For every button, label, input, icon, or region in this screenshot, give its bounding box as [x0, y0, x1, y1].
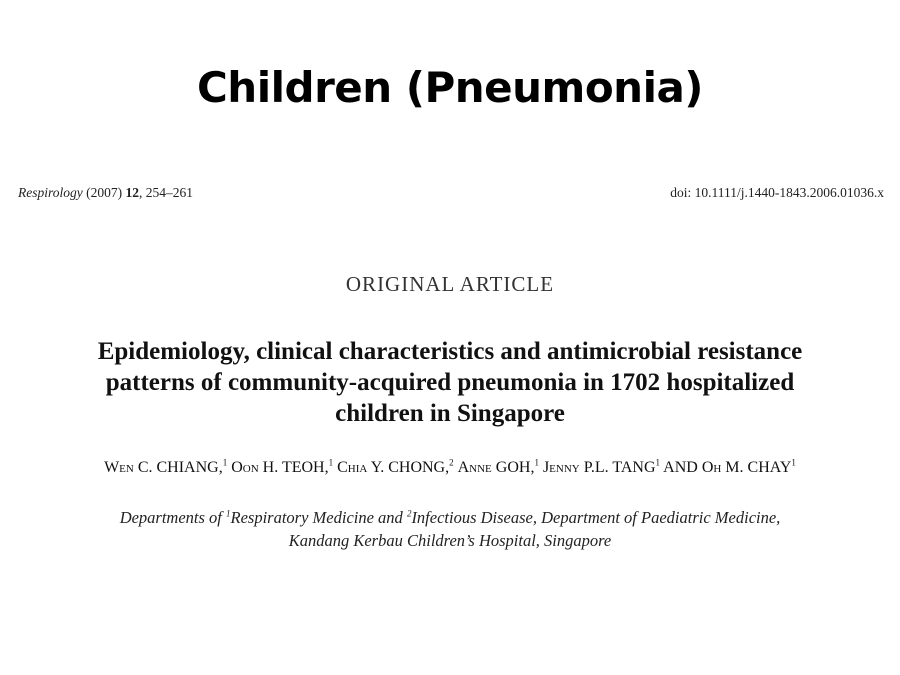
affiliation	[0, 506, 900, 552]
author: Chia Y. CHONG,$^2$	[337, 457, 454, 476]
journal-year: (2007)	[86, 185, 123, 200]
affiliation-line: Departments of $^1$Respiratory Medicine and $^2$Infectious Disease, Department of Paediatric Medicine,	[119, 508, 781, 527]
journal-citation: Respirology (2007) 12, 254–261	[18, 185, 193, 200]
slide-title: Children (Pneumonia)	[196, 63, 704, 112]
author-conjunction: AND	[663, 459, 698, 476]
author: Oh M. CHAY$^1$	[701, 457, 796, 476]
journal-pages: 254–261	[145, 185, 193, 200]
affiliation-line: Kandang Kerbau Children’s Hospital, Singapore	[288, 531, 612, 550]
author: Jenny P.L. TANG$^1$	[542, 457, 661, 476]
author-list	[0, 458, 900, 478]
author: Wen C. CHIANG,$^1$	[104, 457, 228, 476]
article-type: ORIGINAL ARTICLE	[345, 272, 555, 296]
journal-name: Respirology	[18, 185, 83, 200]
paper-title	[20, 336, 880, 429]
paper-title-line: children in Singapore	[335, 400, 565, 427]
paper-title-line: patterns of community-acquired pneumonia in 1702 hospitalized	[105, 369, 795, 396]
author: Anne GOH,$^1$	[457, 457, 539, 476]
author: Oon H. TEOH,$^1$	[231, 457, 334, 476]
doi: doi: 10.1111/j.1440-1843.2006.01036.x	[670, 185, 884, 200]
paper-title-line: Epidemiology, clinical characteristics and antimicrobial resistance	[97, 338, 803, 365]
journal-volume: 12	[125, 185, 139, 200]
